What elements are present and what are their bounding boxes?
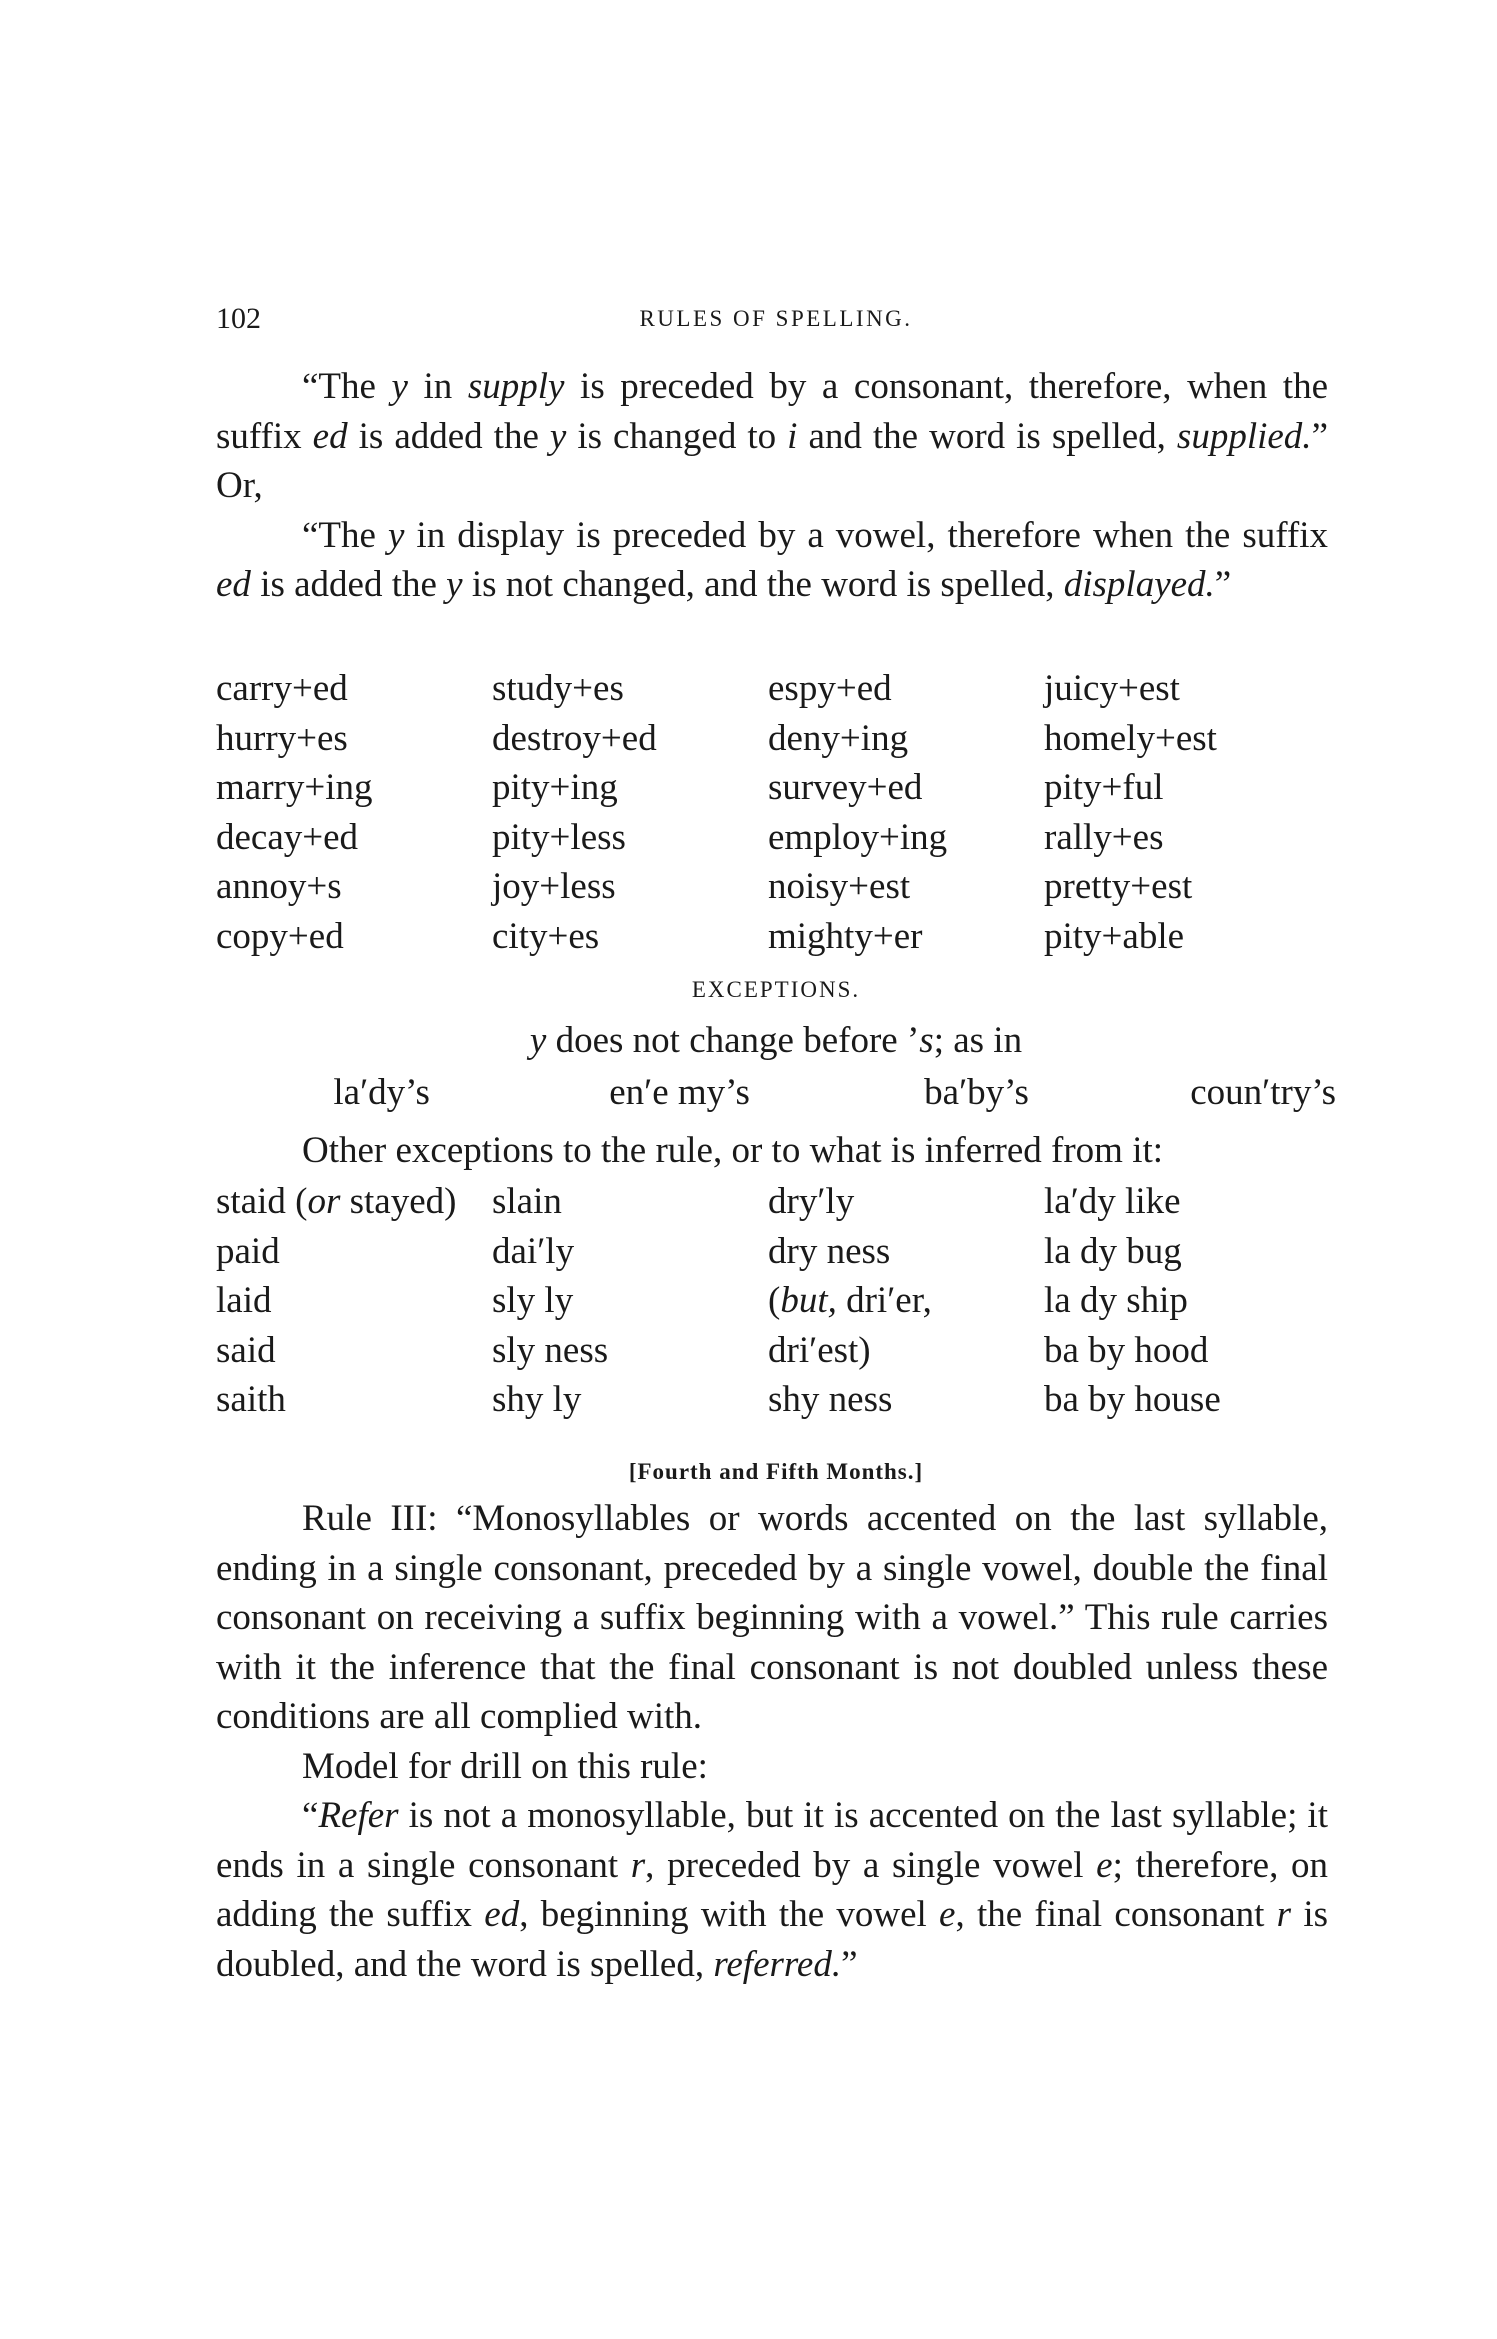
table-row [216, 1326, 1336, 1376]
table-cell: carry+ed [216, 668, 348, 709]
drill-table [216, 664, 1336, 961]
table-cell: survey+ed [768, 767, 923, 808]
table-row [216, 1276, 1336, 1326]
rule-three-paragraph: Rule III: “Monosyllables or words accented on the last syllable, ending in a single consonant, preceded by a single vowel, double the final consonant on receiving a suffix beginning with a vowel.” This rule carries with it the inference that the final consonant is not doubled unless these conditions are all complied with. [216, 1498, 1328, 1737]
rule-three-section [216, 1494, 1328, 1989]
table-row [216, 862, 1336, 912]
table-cell: pretty+est [1044, 866, 1193, 907]
table-cell: paid [216, 1230, 280, 1272]
possessive-examples [216, 1068, 1336, 1118]
exceptions-heading: EXCEPTIONS. [691, 977, 861, 1002]
table-cell: ba by house [1044, 1379, 1221, 1420]
table-cell: ba by hood [1044, 1329, 1209, 1371]
intro-paragraph-2: “The y in display is preceded by a vowel, therefore when the suffix ed is added the y is not changed, and the word is spelled, displayed.” [216, 514, 1329, 605]
table-cell: homely+est [1044, 717, 1217, 759]
table-row [216, 1375, 1336, 1425]
table-cell: rally+es [1044, 816, 1164, 858]
table-cell: pity+ing [492, 767, 618, 808]
table-cell: copy+ed [216, 915, 344, 957]
table-cell: hurry+es [216, 717, 348, 759]
table-cell: slain [492, 1181, 562, 1222]
table-cell: joy+less [492, 866, 616, 907]
model-drill-paragraph: Model for drill on this rule: [302, 1745, 708, 1787]
possessive-word: en′e my’s [609, 1072, 750, 1113]
possessive-word: ba′by’s [924, 1072, 1029, 1113]
table-cell: study+es [492, 668, 624, 709]
other-exceptions-line: Other exceptions to the rule, or to what is inferred from it: [302, 1130, 1164, 1171]
intro-section [216, 362, 1328, 610]
table-cell: pity+ful [1044, 767, 1164, 808]
table-cell: sly ly [492, 1280, 574, 1321]
table-cell: sly ness [492, 1329, 609, 1371]
model-example-paragraph: “Refer is not a monosyllable, but it is accented on the last syllable; it ends in a single consonant r, preceded by a single vowel e; therefore, on adding the suffix ed, beginning with the vowel e, the final consonant r is doubled, and the word is spelled, referred.” [216, 1795, 1328, 1985]
table-cell: pity+able [1044, 915, 1185, 957]
table-row [216, 1227, 1336, 1277]
table-cell: laid [216, 1280, 272, 1321]
table-cell: annoy+s [216, 866, 342, 907]
table-cell: dry ness [768, 1230, 891, 1272]
running-head: RULES OF SPELLING. [639, 306, 913, 331]
table-cell: destroy+ed [492, 717, 657, 759]
table-cell: la′dy like [1044, 1181, 1181, 1222]
table-cell: city+es [492, 915, 600, 957]
possessive-word: la′dy’s [333, 1072, 430, 1113]
exceptions-table [216, 1177, 1336, 1425]
table-row [216, 912, 1336, 962]
table-cell: saith [216, 1379, 286, 1420]
table-cell: noisy+est [768, 866, 911, 907]
table-cell: said [216, 1329, 276, 1371]
table-cell: staid (or stayed) [216, 1181, 457, 1222]
table-cell: marry+ing [216, 767, 373, 808]
table-cell: (but, dri′er, [768, 1280, 932, 1321]
section-heading: [Fourth and Fifth Months.] [628, 1459, 924, 1484]
table-cell: dry′ly [768, 1181, 855, 1222]
table-cell: employ+ing [768, 816, 948, 858]
table-row [216, 664, 1336, 714]
table-row [216, 714, 1336, 764]
table-cell: la dy ship [1044, 1280, 1188, 1321]
possessive-word: coun′try’s [1190, 1072, 1336, 1113]
intro-paragraph-1: “The y in supply is preceded by a consonant, therefore, when the suffix ed is added the y is changed to i and the word is spelled, supplied.” Or, [216, 366, 1328, 506]
table-row [216, 813, 1336, 863]
table-cell: decay+ed [216, 816, 359, 858]
table-cell: juicy+est [1044, 668, 1180, 709]
table-cell: dri′est) [768, 1329, 871, 1371]
table-cell: shy ly [492, 1379, 582, 1420]
page-number: 102 [216, 302, 261, 335]
table-cell: mighty+er [768, 915, 923, 957]
table-cell: deny+ing [768, 717, 909, 759]
exceptions-rule-line: y does not change before ’s; as in [529, 1020, 1023, 1061]
table-cell: pity+less [492, 816, 626, 858]
table-cell: dai′ly [492, 1230, 575, 1272]
table-cell: espy+ed [768, 668, 892, 709]
table-row [216, 763, 1336, 813]
table-cell: la dy bug [1044, 1230, 1182, 1272]
page-header [216, 302, 1336, 342]
table-row [216, 1177, 1336, 1227]
table-cell: shy ness [768, 1379, 893, 1420]
